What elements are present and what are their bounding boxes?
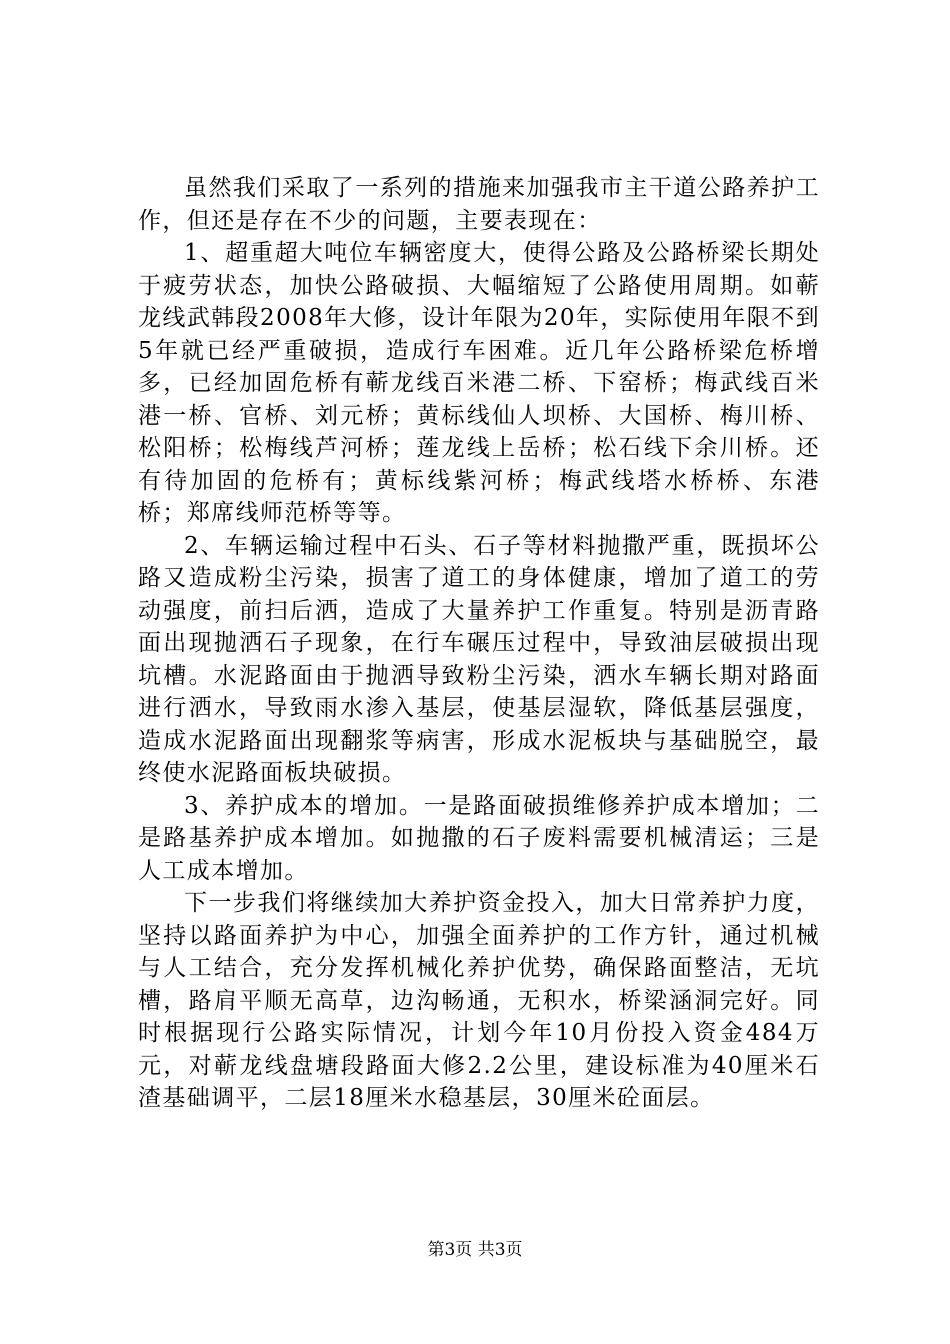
page-footer: 第3页 共3页 [427, 1240, 523, 1260]
paragraph-issue-2: 2、车辆运输过程中石头、石子等材料抛撒严重，既损坏公路又造成粉尘污染，损害了道工的身体健康，增加了道工的劳动强度，前扫后洒，造成了大量养护工作重复。特别是沥青路面出现抛洒石子现象，在行车碾压过程中，导致油层破损出现坑槽。水泥路面由于抛洒导致粉尘污染，洒水车辆长期对路面进行洒水，导致雨水渗入基层，使基层湿软，降低基层强度，造成水泥路面出现翻浆等病害，形成水泥板块与基础脱空，最终使水泥路面板块破损。 [138, 532, 820, 786]
paragraph-issue-1: 1、超重超大吨位车辆密度大，使得公路及公路桥梁长期处于疲劳状态，加快公路破损、大幅缩短了公路使用周期。如蕲龙线武韩段2008年大修，设计年限为20年，实际使用年限不到5年就已经严重破损，造成行车困难。近几年公路桥梁危桥增多，已经加固危桥有蕲龙线百米港二桥、下窑桥；梅武线百米港一桥、官桥、刘元桥；黄标线仙人坝桥、大国桥、梅川桥、松阳桥；松梅线芦河桥；莲龙线上岳桥；松石线下余川桥。还有待加固的危桥有；黄标线紫河桥；梅武线塔水桥桥、东港桥；郑席线师范桥等等。 [138, 240, 820, 526]
paragraph-intro: 虽然我们采取了一系列的措施来加强我市主干道公路养护工作，但还是存在不少的问题，主要表现在： [138, 175, 820, 234]
document-body [138, 172, 820, 1115]
paragraph-issue-3: 3、养护成本的增加。一是路面破损维修养护成本增加；二是路基养护成本增加。如抛撒的石子废料需要机械清运；三是人工成本增加。 [138, 792, 820, 884]
paragraph-next-steps: 下一步我们将继续加大养护资金投入，加大日常养护力度，坚持以路面养护为中心，加强全面养护的工作方针，通过机械与人工结合，充分发挥机械化养护优势，确保路面整洁，无坑槽，路肩平顺无高草，边沟畅通，无积水，桥梁涵洞完好。同时根据现行公路实际情况，计划今年10月份投入资金484万元，对蕲龙线盘塘段路面大修2.2公里，建设标准为40厘米石渣基础调平，二层18厘米水稳基层，30厘米砼面层。 [138, 890, 820, 1111]
